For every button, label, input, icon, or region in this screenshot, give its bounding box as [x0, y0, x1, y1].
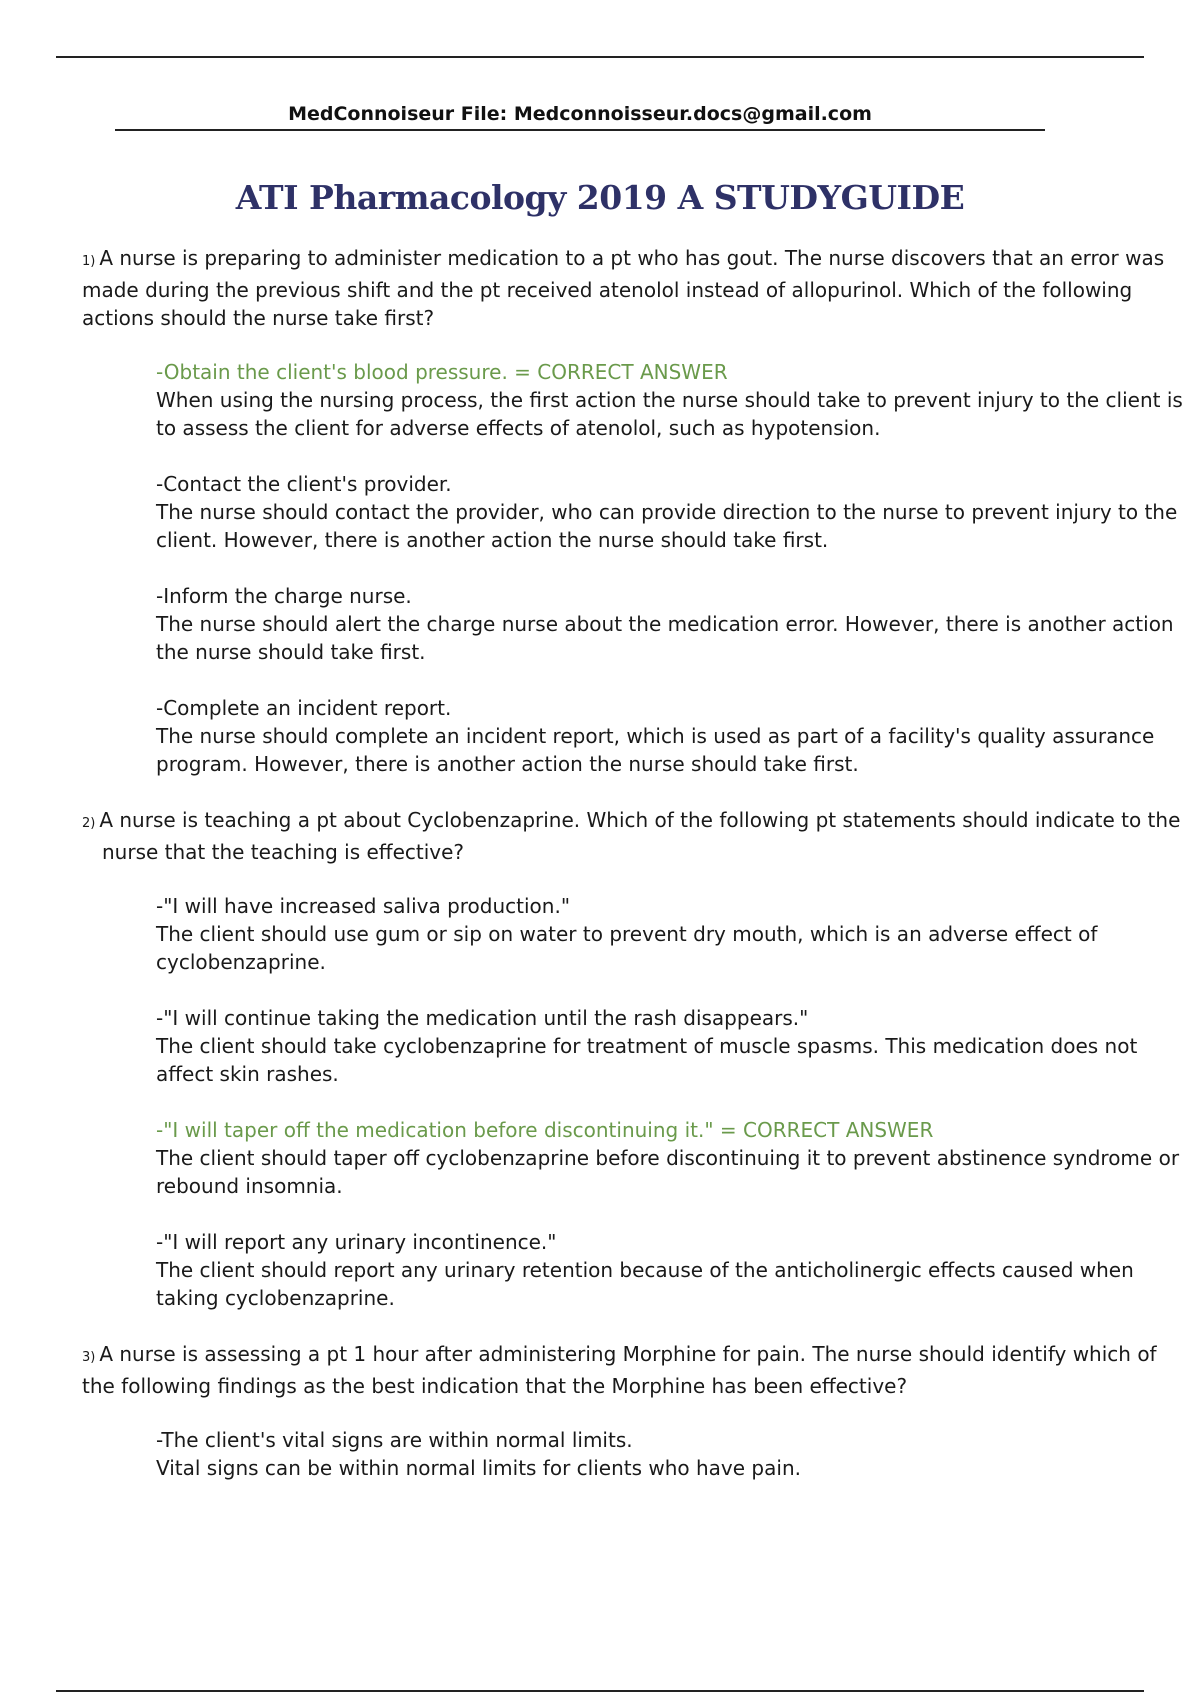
answer-option: [156, 470, 1192, 554]
answer-option: [156, 1004, 1192, 1088]
bottom-rule: [56, 1690, 1144, 1692]
option-text: -"I will report any urinary incontinence.": [156, 1230, 557, 1254]
answer-option-correct: [156, 358, 1192, 442]
option-rationale: The nurse should contact the provider, who can provide direction to the nurse to prevent injury to the client. However, there is another action the nurse should take first.: [156, 500, 1178, 552]
option-rationale: Vital signs can be within normal limits for clients who have pain.: [156, 1456, 801, 1480]
option-text: -Complete an incident report.: [156, 696, 452, 720]
option-text: -Contact the client's provider.: [156, 472, 452, 496]
option-rationale: The client should taper off cyclobenzaprine before discontinuing it to prevent abstinence syndrome or rebound insomnia.: [156, 1146, 1180, 1198]
option-text: -"I will taper off the medication before discontinuing it." = CORRECT ANSWER: [156, 1118, 934, 1142]
option-text: -The client's vital signs are within normal limits.: [156, 1428, 633, 1452]
question-block: [82, 244, 1192, 778]
option-rationale: The client should take cyclobenzaprine for treatment of muscle spasms. This medication does not affect skin rashes.: [156, 1034, 1138, 1086]
answer-option: [156, 1228, 1192, 1312]
answer-options: [156, 1426, 1192, 1482]
option-rationale: When using the nursing process, the first action the nurse should take to prevent injury to the client is to assess the client for adverse effects of atenolol, such as hypotension.: [156, 388, 1183, 440]
option-rationale: The nurse should alert the charge nurse about the medication error. However, there is another action the nurse should take first.: [156, 612, 1174, 664]
question-text: 1) A nurse is preparing to administer medication to a pt who has gout. The nurse discovers that an error was made during the previous shift and the pt received atenolol instead of allopurinol. Which of the following actions should the nurse take first?: [82, 246, 1165, 330]
question-text: 2) A nurse is teaching a pt about Cyclobenzaprine. Which of the following pt statements should indicate to the nurse that the teaching is effective?: [82, 808, 1181, 864]
option-rationale: The client should report any urinary retention because of the anticholinergic effects caused when taking cyclobenzaprine.: [156, 1258, 1134, 1310]
question-block: [82, 1340, 1192, 1482]
option-text: -Inform the charge nurse.: [156, 584, 412, 608]
answer-options: [156, 358, 1192, 778]
option-text: -Obtain the client's blood pressure. = CORRECT ANSWER: [156, 360, 728, 384]
question-number: 2): [82, 816, 96, 831]
top-rule: [56, 56, 1144, 58]
answer-option-correct: [156, 1116, 1192, 1200]
page-title: ATI Pharmacology 2019 A STUDYGUIDE: [235, 178, 965, 217]
question-number: 1): [82, 254, 96, 269]
option-text: -"I will have increased saliva production.": [156, 894, 571, 918]
answer-option: [156, 1426, 1192, 1482]
answer-option: [156, 582, 1192, 666]
answer-option: [156, 694, 1192, 778]
answer-option: [156, 892, 1192, 976]
question-text: 3) A nurse is assessing a pt 1 hour after administering Morphine for pain. The nurse should identify which of the following findings as the best indication that the Morphine has been effective?: [82, 1342, 1157, 1398]
question-block: [82, 806, 1192, 1312]
answer-options: [156, 892, 1192, 1312]
option-text: -"I will continue taking the medication until the rash disappears.": [156, 1006, 809, 1030]
option-rationale: The nurse should complete an incident report, which is used as part of a facility's quality assurance program. However, there is another action the nurse should take first.: [156, 724, 1155, 776]
question-number: 3): [82, 1350, 96, 1365]
option-rationale: The client should use gum or sip on water to prevent dry mouth, which is an adverse effect of cyclobenzaprine.: [156, 922, 1098, 974]
study-guide-content: [82, 244, 1192, 1510]
file-header: MedConnoiseur File: Medconnoisseur.docs@gmail.com: [115, 103, 1045, 131]
